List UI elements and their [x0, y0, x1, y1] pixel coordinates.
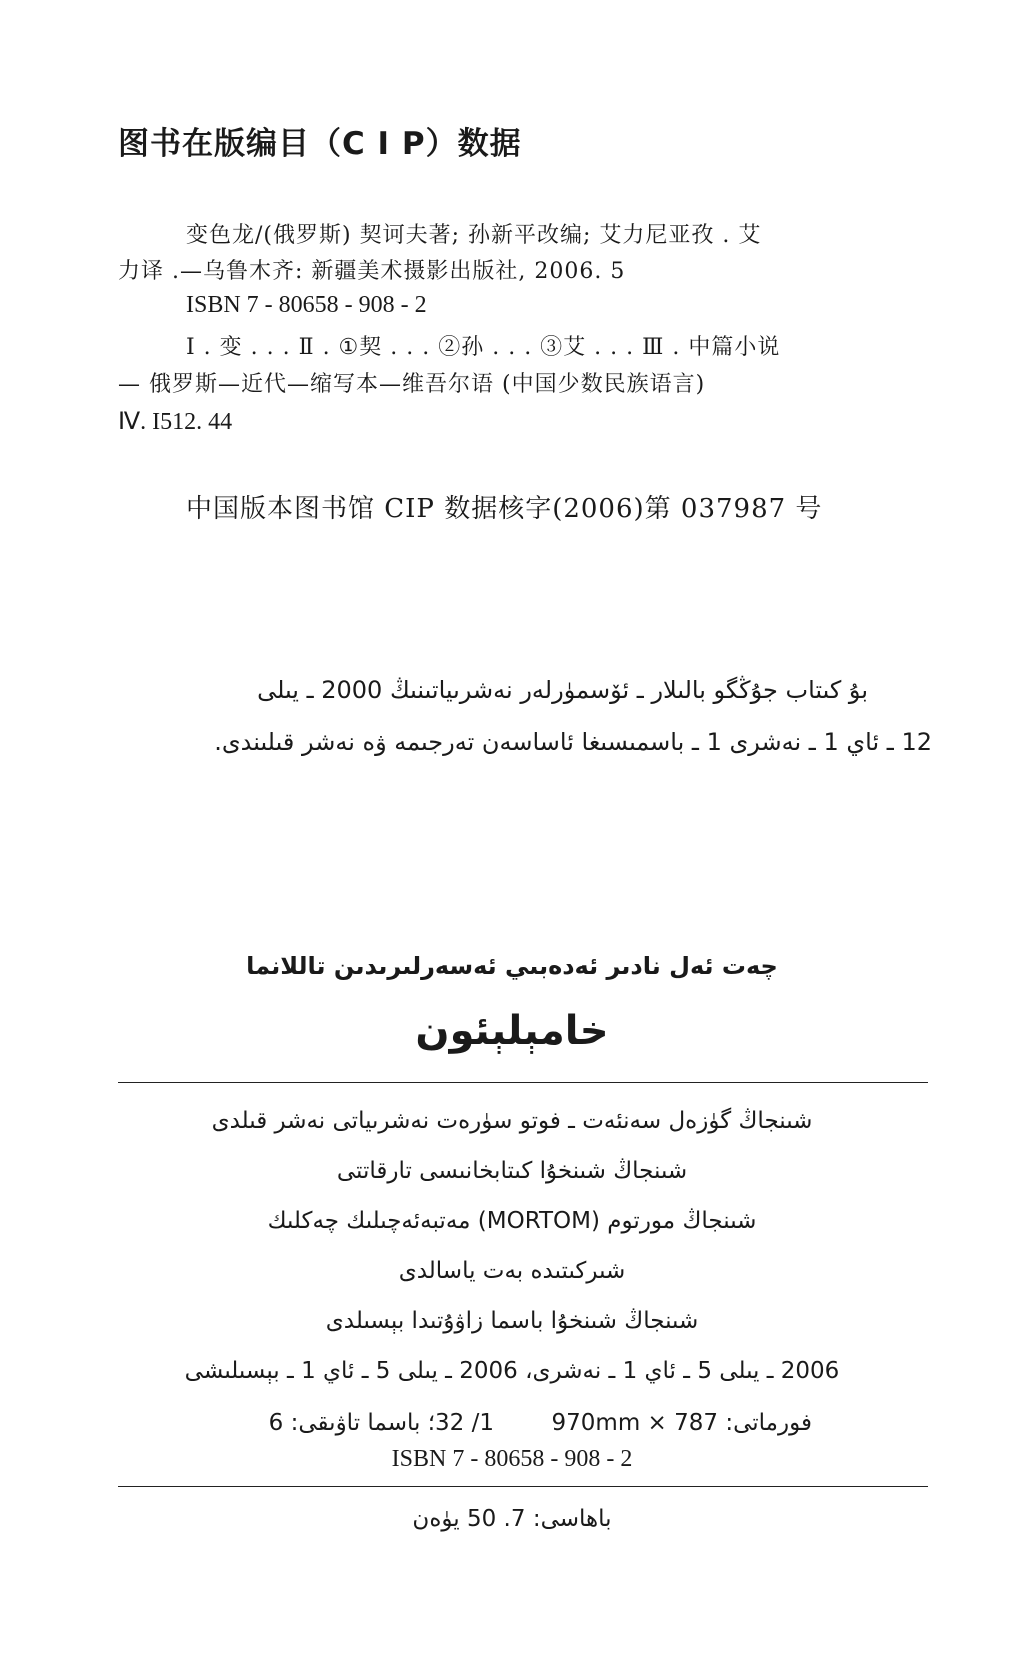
cip-isbn: ISBN 7 - 80658 - 908 - 2 — [186, 292, 427, 318]
divider-rule — [118, 1486, 928, 1487]
cip-title-line: 变色龙/(俄罗斯) 契诃夫著; 孙新平改编; 艾力尼亚孜 . 艾 — [186, 223, 762, 248]
book-title: خامېلېئون — [415, 1008, 609, 1054]
imprint-typesetting: شىنجاڭ مورتوم (MORTOM) مەتبەئەچىلىك چەكلىك — [267, 1208, 757, 1234]
imprint-sheets: 1/ 32؛ باسما تاۋىقى: 6 — [268, 1410, 494, 1436]
series-title: چەت ئەل نادىر ئەدەبىي ئەسەرلىرىدىن تاللانما — [246, 952, 778, 980]
imprint-isbn: ISBN 7 - 80658 - 908 - 2 — [391, 1446, 633, 1472]
cip-heading: 图书在版编目（C I P）数据 — [118, 126, 522, 162]
cip-subject-line: — 俄罗斯—近代—缩写本—维吾尔语 (中国少数民族语言) — [118, 372, 706, 397]
imprint-edition: 2006 ـ يىلى 5 ـ ئاي 1 ـ نەشرى، 2006 ـ يىلى 5 ـ ئاي 1 ـ بېسىلىشى — [184, 1358, 840, 1384]
imprint-printer: شىنجاڭ شىنخۇا باسما زاۋۇتىدا بېسىلدى — [325, 1308, 699, 1334]
imprint-publisher: شىنجاڭ گۈزەل سەنئەت ـ فوتو سۈرەت نەشرىياتى نەشر قىلدى — [211, 1108, 813, 1134]
translation-note-line: بۇ كىتاب جۇڭگو بالىلار ـ ئۆسمۈرلەر نەشرىياتىنىڭ 2000 ـ يىلى — [257, 676, 868, 704]
imprint-price: باھاسى: 7. 50 يۈەن — [412, 1506, 612, 1532]
imprint-distributor: شىنجاڭ شىنخۇا كىتابخانىسى تارقاتتى — [336, 1158, 688, 1184]
cip-classification: Ⅳ. I512. 44 — [118, 409, 233, 435]
translation-note-line: 12 ـ ئاي 1 ـ نەشرى 1 ـ باسمىسىغا ئاساسەن تەرجىمە ۋە نەشر قىلىندى. — [214, 728, 932, 756]
divider-rule — [118, 1082, 928, 1083]
imprint-format: فورماتى: 787 × 970mm — [551, 1410, 812, 1436]
cip-check-number: 中国版本图书馆 CIP 数据核字(2006)第 037987 号 — [186, 494, 823, 524]
cip-title-line: 力译 .—乌鲁木齐: 新疆美术摄影出版社, 2006. 5 — [118, 259, 626, 284]
cip-subject-line: Ⅰ . 变 . . . Ⅱ . ①契 . . . ②孙 . . . ③艾 . . . Ⅲ . 中篇小说 — [186, 335, 781, 360]
imprint-typesetting: شىركىتىدە بەت ياسالدى — [398, 1258, 626, 1284]
